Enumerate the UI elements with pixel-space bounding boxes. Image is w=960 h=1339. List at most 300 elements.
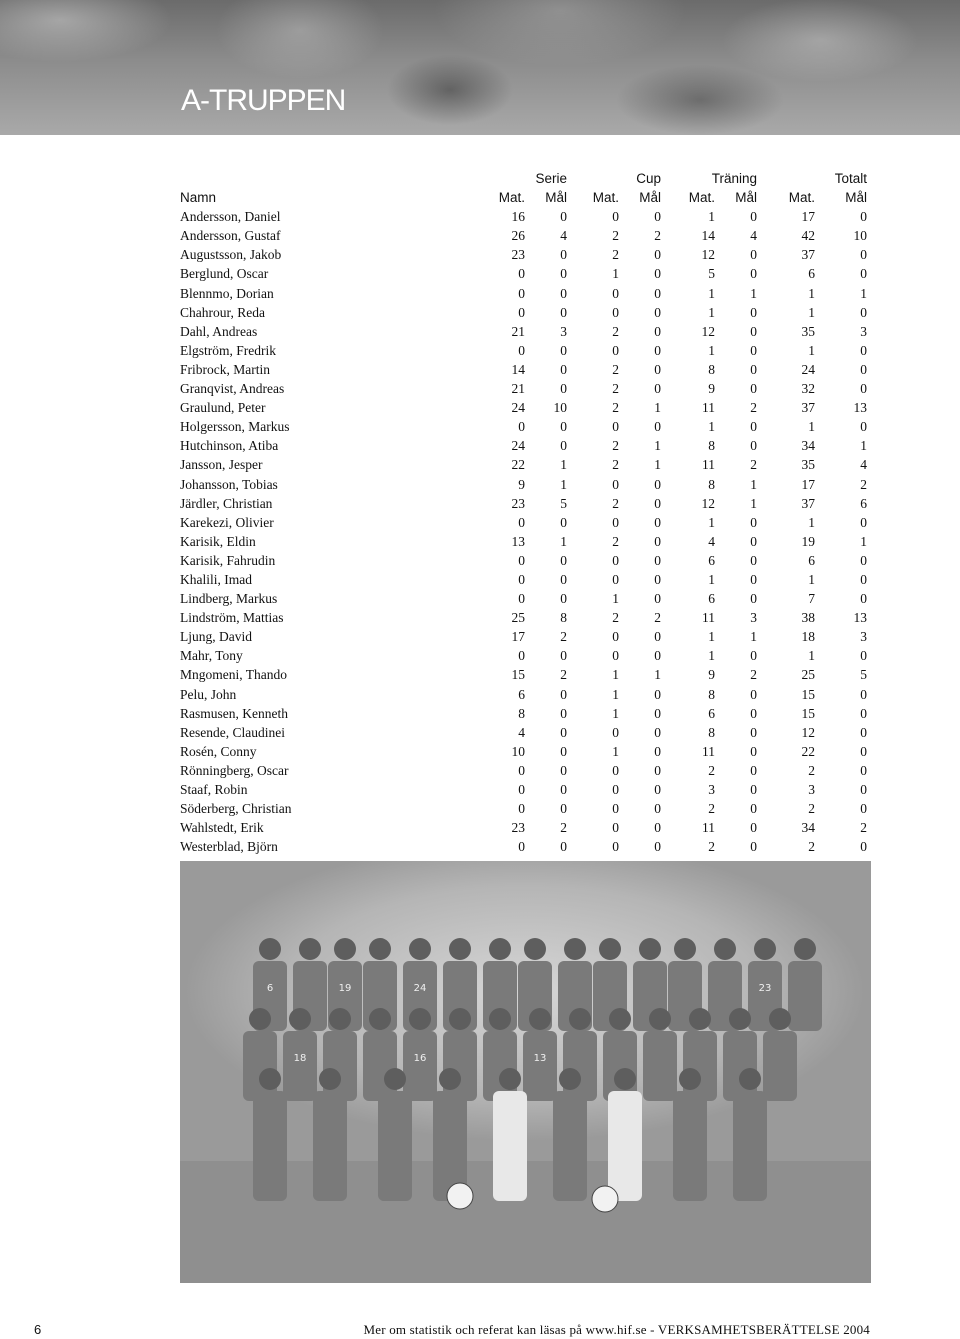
player-name: Järdler, Christian (180, 495, 273, 511)
table-row (180, 436, 870, 455)
stat-cell: 13 (853, 610, 868, 626)
stat-cell: 2 (654, 610, 662, 626)
player-body (643, 1031, 677, 1101)
stat-cell: 0 (654, 476, 662, 492)
page-title: A-TRUPPEN (181, 84, 346, 117)
player-head (794, 938, 816, 960)
stat-cell: 1 (708, 342, 716, 358)
stat-cell: 4 (750, 228, 758, 244)
stat-cell: 1 (708, 514, 716, 530)
stat-cell: 9 (708, 381, 716, 397)
stat-cell: 2 (808, 801, 816, 817)
table-row (180, 608, 870, 627)
player-head (739, 1068, 761, 1090)
stat-cell: 0 (654, 743, 662, 759)
stat-cell: 37 (801, 400, 816, 416)
stat-cell: 42 (801, 228, 816, 244)
jersey-number: 23 (758, 983, 772, 994)
stat-cell: 0 (560, 285, 568, 301)
stat-cell: 8 (708, 438, 716, 454)
column-header-row (180, 188, 870, 207)
stat-cell: 0 (612, 782, 620, 797)
stat-cell: 0 (750, 381, 758, 397)
stat-cell: 0 (750, 648, 758, 664)
stat-cell: 0 (654, 323, 662, 339)
player-name: Graulund, Peter (180, 400, 266, 416)
player-body (493, 1091, 527, 1201)
stat-cell: 0 (518, 839, 525, 855)
player-name: Rönningberg, Oscar (180, 762, 289, 778)
stat-cell: 0 (750, 801, 758, 817)
stat-cell: 0 (860, 342, 868, 358)
stat-cell: 12 (701, 495, 716, 511)
stat-cell: 12 (701, 323, 716, 339)
stat-cell: 4 (860, 457, 868, 473)
stat-cell: 6 (708, 591, 716, 607)
player-name: Rasmusen, Kenneth (180, 705, 288, 721)
player-head (674, 938, 696, 960)
col-header-totalt-mat: Mat. (788, 190, 816, 206)
stat-cell: 0 (560, 381, 568, 397)
stat-cell: 0 (612, 342, 620, 358)
stat-cell: 0 (654, 361, 662, 377)
stat-cell: 1 (808, 304, 816, 320)
player-head (369, 938, 391, 960)
stat-cell: 0 (860, 552, 868, 568)
player-body (378, 1091, 412, 1201)
table-row (180, 455, 870, 474)
player-name: Staaf, Robin (180, 782, 248, 797)
stat-cell: 3 (808, 782, 816, 797)
table-row (180, 532, 870, 551)
stat-cell: 11 (702, 400, 716, 416)
player-body (483, 1031, 517, 1101)
player-head (369, 1008, 391, 1030)
stat-cell: 2 (808, 762, 816, 778)
player-body (733, 1091, 767, 1201)
stat-cell: 0 (654, 801, 662, 817)
stat-cell: 0 (654, 629, 662, 645)
player-head (769, 1008, 791, 1030)
player-head (449, 1008, 471, 1030)
stat-cell: 0 (860, 648, 868, 664)
player-name: Karisik, Fahrudin (180, 552, 276, 568)
stat-cell: 0 (654, 247, 662, 263)
team-photo (180, 861, 871, 1283)
stat-cell: 4 (560, 228, 568, 244)
player-name: Ljung, David (180, 629, 252, 645)
stat-cell: 0 (750, 571, 758, 587)
stat-cell: 0 (518, 591, 525, 607)
stat-cell: 0 (560, 552, 568, 568)
stat-cell: 1 (560, 476, 568, 492)
stat-cell: 1 (654, 457, 662, 473)
stat-cell: 0 (612, 571, 620, 587)
table-row (180, 417, 870, 436)
stat-cell: 0 (560, 743, 568, 759)
player-body (243, 1031, 277, 1101)
stat-cell: 21 (511, 323, 525, 339)
player-head (609, 1008, 631, 1030)
player-body (763, 1031, 797, 1101)
stat-cell: 0 (860, 247, 868, 263)
stat-cell: 11 (702, 610, 716, 626)
stat-cell: 3 (708, 782, 716, 797)
table-row (180, 742, 870, 761)
stat-cell: 2 (560, 667, 568, 683)
stat-cell: 0 (860, 839, 868, 855)
stat-cell: 0 (560, 705, 568, 721)
player-body (443, 1031, 477, 1101)
stat-cell: 6 (808, 552, 816, 568)
table-row (180, 818, 870, 837)
stat-cell: 0 (860, 361, 868, 377)
stat-cell: 0 (560, 514, 568, 530)
stat-cell: 1 (654, 438, 662, 454)
jersey-number: 24 (413, 983, 427, 994)
table-row (180, 665, 870, 684)
stat-cell: 0 (750, 591, 758, 607)
header-banner (0, 0, 960, 135)
stat-cell: 24 (511, 400, 525, 416)
stat-cell: 0 (518, 285, 525, 301)
player-head (569, 1008, 591, 1030)
stat-cell: 0 (860, 743, 868, 759)
player-name: Wahlstedt, Erik (180, 820, 264, 836)
player-name: Resende, Claudinei (180, 724, 285, 740)
stat-cell: 18 (801, 629, 816, 645)
table-row (180, 685, 870, 704)
player-name: Westerblad, Björn (180, 839, 278, 855)
stat-cell: 0 (750, 552, 758, 568)
stat-cell: 24 (801, 361, 816, 377)
stat-cell: 0 (560, 762, 568, 778)
stat-cell: 0 (518, 648, 525, 664)
stat-cell: 35 (801, 457, 816, 473)
stat-cell: 0 (750, 438, 758, 454)
stat-cell: 0 (612, 304, 620, 320)
stat-cell: 0 (612, 801, 620, 817)
stat-cell: 0 (654, 533, 662, 549)
stat-cell: 1 (808, 419, 816, 435)
player-name: Mahr, Tony (180, 648, 243, 664)
col-header-serie-mat: Mat. (498, 190, 525, 206)
stat-cell: 1 (560, 457, 568, 473)
stat-cell: 0 (654, 591, 662, 607)
stat-cell: 11 (702, 820, 716, 836)
stat-cell: 0 (750, 209, 758, 225)
stat-cell: 9 (708, 667, 716, 683)
player-head (614, 1068, 636, 1090)
stat-cell: 0 (612, 820, 620, 836)
stat-cell: 16 (511, 209, 525, 225)
stat-cell: 0 (860, 266, 868, 282)
player-head (639, 938, 661, 960)
stat-cell: 0 (860, 762, 868, 778)
stat-cell: 0 (518, 266, 525, 282)
stat-cell: 14 (701, 228, 716, 244)
player-name: Jansson, Jesper (180, 457, 263, 473)
football-icon (592, 1186, 618, 1212)
player-head (259, 1068, 281, 1090)
player-head (564, 938, 586, 960)
player-head (679, 1068, 701, 1090)
player-head (729, 1008, 751, 1030)
player-name: Lindström, Mattias (180, 610, 284, 626)
stat-cell: 1 (808, 571, 816, 587)
stat-cell: 1 (612, 591, 620, 607)
stat-cell: 1 (612, 667, 620, 683)
stat-cell: 0 (750, 266, 758, 282)
col-header-traning-mal: Mål (735, 190, 758, 206)
stat-cell: 1 (860, 438, 868, 454)
stat-cell: 0 (654, 381, 662, 397)
stat-cell: 21 (511, 381, 525, 397)
stat-cell: 1 (654, 400, 662, 416)
stat-cell: 13 (853, 400, 868, 416)
stat-cell: 1 (708, 304, 716, 320)
stat-cell: 0 (750, 782, 758, 797)
jersey-number: 18 (293, 1053, 307, 1064)
player-name: Augustsson, Jakob (180, 247, 282, 263)
player-head (409, 1008, 431, 1030)
player-body (553, 1091, 587, 1201)
stat-cell: 1 (860, 533, 868, 549)
stat-cell: 1 (750, 629, 758, 645)
group-header-row (180, 169, 870, 188)
stat-cell: 0 (560, 342, 568, 358)
stat-cell: 0 (750, 705, 758, 721)
table-row (180, 379, 870, 398)
stat-cell: 5 (708, 266, 716, 282)
stat-cell: 0 (654, 839, 662, 855)
stat-cell: 0 (654, 820, 662, 836)
stat-cell: 1 (612, 705, 620, 721)
stat-cell: 7 (808, 591, 816, 607)
stat-cell: 15 (801, 705, 816, 721)
stat-cell: 0 (612, 209, 620, 225)
stat-cell: 37 (801, 247, 816, 263)
player-head (329, 1008, 351, 1030)
squad-stats-table (180, 169, 870, 856)
player-name: Blennmo, Dorian (180, 285, 274, 301)
table-row (180, 303, 870, 322)
stat-cell: 0 (518, 552, 525, 568)
player-head (689, 1008, 711, 1030)
player-head (714, 938, 736, 960)
stat-cell: 0 (560, 591, 568, 607)
table-row (180, 341, 870, 360)
table-row (180, 589, 870, 608)
stat-cell: 0 (750, 820, 758, 836)
stat-cell: 19 (801, 533, 816, 549)
stat-cell: 10 (511, 743, 525, 759)
stat-cell: 0 (654, 514, 662, 530)
stat-cell: 0 (654, 209, 662, 225)
stat-cell: 6 (860, 495, 868, 511)
stat-cell: 0 (750, 304, 758, 320)
stat-cell: 2 (612, 495, 620, 511)
stat-cell: 5 (560, 495, 568, 511)
stat-cell: 0 (860, 209, 868, 225)
stat-cell: 10 (853, 228, 868, 244)
stat-cell: 0 (860, 724, 868, 740)
player-head (409, 938, 431, 960)
player-head (529, 1008, 551, 1030)
stat-cell: 0 (750, 247, 758, 263)
player-body (608, 1091, 642, 1201)
player-head (319, 1068, 341, 1090)
stat-cell: 1 (654, 667, 662, 683)
stat-cell: 23 (511, 247, 525, 263)
stat-cell: 0 (518, 571, 525, 587)
stat-cell: 2 (612, 400, 620, 416)
stat-cell: 0 (860, 782, 868, 797)
jersey-number: 16 (413, 1053, 427, 1064)
stat-cell: 2 (750, 667, 758, 683)
stat-cell: 0 (518, 304, 525, 320)
player-name: Khalili, Imad (180, 571, 252, 587)
stat-cell: 24 (511, 438, 525, 454)
stat-cell: 1 (612, 266, 620, 282)
player-body (283, 1031, 317, 1101)
table-row (180, 360, 870, 379)
stat-cell: 2 (612, 381, 620, 397)
stat-cell: 1 (708, 648, 716, 664)
stat-cell: 8 (708, 724, 716, 740)
player-head (259, 938, 281, 960)
stat-cell: 0 (560, 209, 568, 225)
jersey-number: 19 (338, 983, 352, 994)
group-header-traning: Träning (711, 171, 758, 186)
stat-cell: 0 (860, 801, 868, 817)
stat-cell: 5 (860, 667, 868, 683)
stat-cell: 0 (518, 762, 525, 778)
player-name: Chahrour, Reda (180, 304, 265, 320)
stat-cell: 0 (750, 724, 758, 740)
stat-cell: 0 (860, 514, 868, 530)
stat-cell: 0 (612, 648, 620, 664)
stat-cell: 0 (560, 801, 568, 817)
stat-cell: 0 (560, 782, 568, 797)
stat-cell: 0 (860, 686, 868, 702)
stat-cell: 0 (612, 762, 620, 778)
player-name: Pelu, John (180, 686, 237, 702)
stat-cell: 14 (511, 361, 525, 377)
stat-cell: 15 (801, 686, 816, 702)
player-body (323, 1031, 357, 1101)
stat-cell: 0 (654, 762, 662, 778)
table-row (180, 551, 870, 570)
stat-cell: 2 (708, 801, 716, 817)
stat-cell: 0 (560, 648, 568, 664)
stat-cell: 0 (750, 361, 758, 377)
stat-cell: 0 (654, 419, 662, 435)
player-name: Hutchinson, Atiba (180, 438, 279, 454)
stat-cell: 0 (750, 342, 758, 358)
player-name: Karisik, Eldin (180, 533, 256, 549)
stat-cell: 0 (560, 304, 568, 320)
player-body (253, 1091, 287, 1201)
stat-cell: 8 (560, 610, 568, 626)
player-body (403, 1031, 437, 1101)
player-head (524, 938, 546, 960)
player-head (439, 1068, 461, 1090)
stat-cell: 1 (860, 285, 868, 301)
stat-cell: 6 (808, 266, 816, 282)
stat-cell: 2 (612, 361, 620, 377)
group-header-serie: Serie (535, 171, 568, 186)
stat-cell: 2 (560, 820, 568, 836)
stat-cell: 0 (612, 839, 620, 855)
stat-cell: 34 (801, 438, 816, 454)
col-header-serie-mal: Mål (545, 190, 568, 206)
player-name: Elgström, Fredrik (180, 342, 276, 358)
player-head (289, 1008, 311, 1030)
jersey-number: 13 (533, 1053, 547, 1064)
page-number: 6 (34, 1322, 42, 1337)
stat-cell: 0 (860, 381, 868, 397)
stat-cell: 1 (808, 285, 816, 301)
stat-cell: 1 (708, 209, 716, 225)
stat-cell: 0 (518, 801, 525, 817)
stat-cell: 26 (511, 228, 525, 244)
stat-cell: 25 (511, 610, 525, 626)
stat-cell: 0 (654, 686, 662, 702)
player-name: Mngomeni, Thando (180, 667, 287, 683)
stat-cell: 0 (654, 724, 662, 740)
stat-cell: 8 (708, 361, 716, 377)
player-name: Holgersson, Markus (180, 419, 290, 435)
player-name: Karekezi, Olivier (180, 514, 274, 530)
stat-cell: 6 (708, 552, 716, 568)
table-row (180, 799, 870, 818)
player-head (334, 938, 356, 960)
stat-cell: 0 (560, 686, 568, 702)
stat-cell: 8 (708, 686, 716, 702)
table-row (180, 475, 870, 494)
stat-cell: 0 (750, 514, 758, 530)
col-header-totalt-mal: Mål (845, 190, 868, 206)
stat-cell: 1 (708, 629, 716, 645)
stat-cell: 0 (860, 591, 868, 607)
player-name: Berglund, Oscar (180, 266, 269, 282)
stat-cell: 10 (553, 400, 568, 416)
stat-cell: 2 (612, 228, 620, 244)
player-body (603, 1031, 637, 1101)
group-header-totalt: Totalt (834, 171, 868, 186)
stat-cell: 6 (708, 705, 716, 721)
stat-cell: 2 (750, 457, 758, 473)
stat-cell: 0 (654, 571, 662, 587)
stat-cell: 2 (612, 533, 620, 549)
player-body (788, 961, 822, 1031)
player-name: Johansson, Tobias (180, 476, 278, 492)
stat-cell: 17 (801, 209, 816, 225)
player-head (384, 1068, 406, 1090)
stat-cell: 12 (701, 247, 716, 263)
player-head (499, 1068, 521, 1090)
player-head (299, 938, 321, 960)
stat-cell: 1 (808, 514, 816, 530)
col-header-cup-mal: Mål (639, 190, 662, 206)
player-name: Andersson, Gustaf (180, 228, 281, 244)
stat-cell: 1 (612, 743, 620, 759)
stat-cell: 0 (654, 782, 662, 797)
stat-cell: 0 (560, 839, 568, 855)
stat-cell: 0 (750, 762, 758, 778)
stat-cell: 35 (801, 323, 816, 339)
